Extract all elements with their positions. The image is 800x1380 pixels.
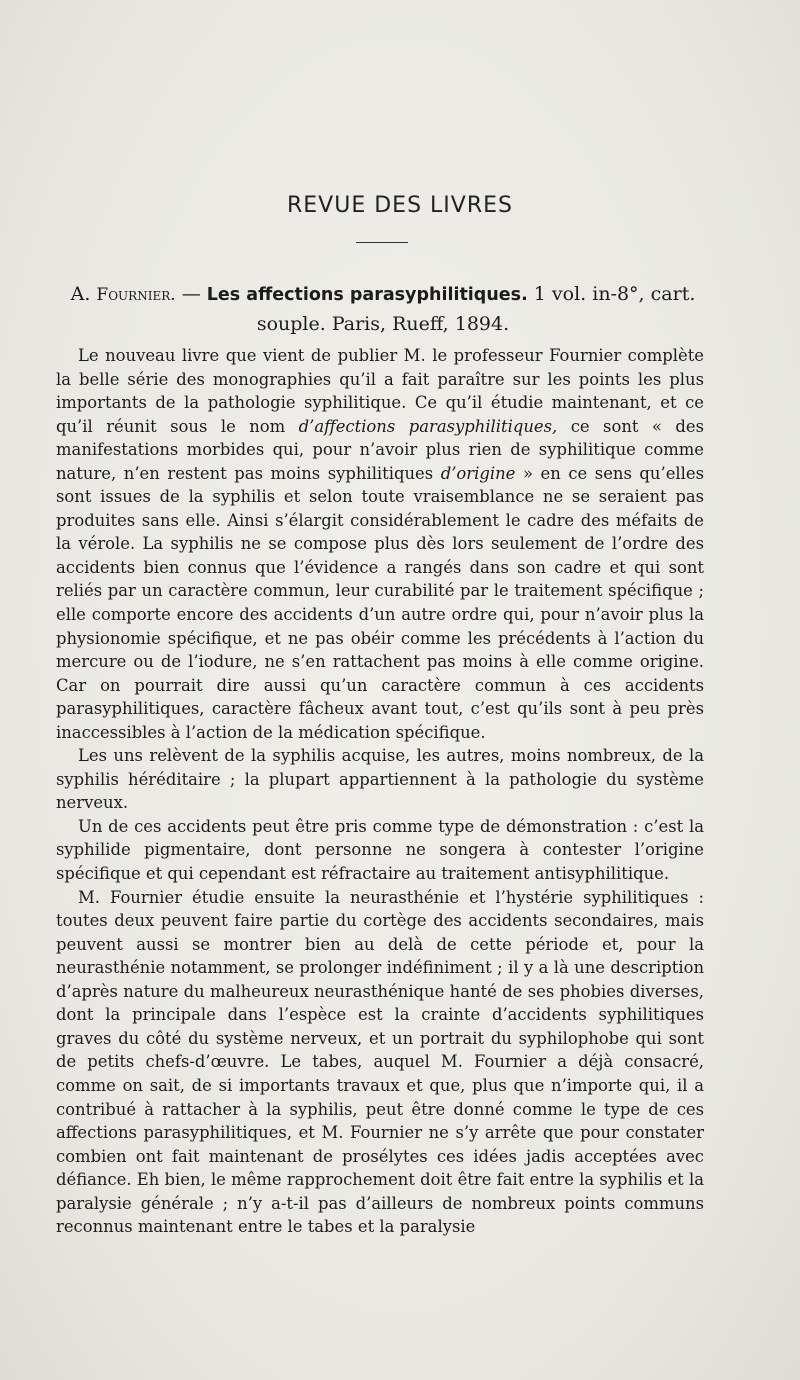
- paragraph-3: Un de ces accidents peut être pris comme type de démonstration : c’est la syphilide pigmentaire, dont personne ne songera à contester l’origine spécifique et qui cependant est réfractaire au traitement antisyphilitique.: [56, 816, 704, 884]
- author-initial: A.: [70, 283, 91, 305]
- book-title: Les affections parasyphilitiques.: [206, 285, 528, 305]
- paragraph-4: M. Fournier étudie ensuite la neurasthénie et l’hystérie syphilitiques : toutes deux peuvent faire partie du cortège des accidents secondaires, mais peuvent aussi se montrer bien au delà de cette période et, pour la neurasthénie notamment, se prolonger indéfiniment ; il y a là une description d’après nature du malheureux neurasthénique hanté de ses phobies diverses, dont la principale dans l’espèce est la crainte d’accidents syphilitiques graves du côté du système nerveux, et un portrait du syphilophobe qui sont de petits chefs-d’œuvre. Le tabes, auquel M. Fournier a déjà consacré, comme on sait, de si importants travaux et que, plus que n’importe qui, il a contribué à rattacher à la syphilis, peut être donné comme le type de ces affections parasyphilitiques, et M. Fournier ne s’y arrête que pour constater combien ont fait maintenant de prosélytes ces idées jadis acceptées avec défiance. Eh bien, le même rapprochement doit être fait entre la syphilis et la paralysie générale ; n’y a-t-il pas d’ailleurs de nombreux points communs reconnus maintenant entre le tabes et la paralysie: [56, 887, 704, 1237]
- book-details: 1 vol. in-8°, cart.: [533, 283, 696, 305]
- author-name: Fournier.: [96, 285, 176, 305]
- review-body: [56, 344, 704, 1239]
- paragraph-2: Les uns relèvent de la syphilis acquise, les autres, moins nombreux, de la syphilis héréditaire ; la plupart appartiennent à la pathologie du système nerveux.: [56, 746, 704, 813]
- citation-separator: —: [181, 283, 201, 305]
- section-heading: REVUE DES LIVRES: [287, 193, 513, 218]
- book-citation: [58, 280, 708, 339]
- heading-rule: [356, 242, 408, 243]
- book-publisher: souple. Paris, Rueff, 1894.: [256, 313, 510, 335]
- paragraph-1-part-3: » en ce sens qu’elles sont issues de la syphilis et selon toute vraisemblance ne se seraient pas produites sans elle. Ainsi s’élargit considérablement le cadre des méfaits de la vérole. La syphilis ne se compose plus dès lors seulement de l’ordre des accidents bien connus que l’évidence a rangés dans son cadre et qui sont reliés par un caractère commun, leur curabilité par le traitement spécifique ; elle comporte encore des accidents d’un autre ordre qui, pour n’avoir plus la physionomie spécifique, et ne pas obéir comme les précédents à l’action du mercure ou de l’iodure, ne s’en rattachent pas moins à elle comme origine. Car on pourrait dire aussi qu’un caractère commun à ces accidents parasyphilitiques, caractère fâcheux avant tout, c’est qu’ils sont à peu près inaccessibles à l’action de la médication spécifique.: [56, 463, 704, 742]
- italic-term-affections: d’affections parasyphilitiques,: [298, 416, 558, 436]
- italic-term-origine: d’origine: [440, 463, 516, 483]
- paragraph-1: [56, 344, 704, 744]
- paragraph-1-part-1: Le nouveau livre que vient de publier M. le professeur Fournier complète la belle série des monographies qu’il a fait paraître sur les points les plus importants de la pathologie syphilitique. Ce qu’il étudie maintenant, et ce qu’il réunit sous le nom: [56, 346, 704, 436]
- paragraph-1-part-2: ce sont « des manifestations morbides qui, pour n’avoir plus rien de syphilitique comme nature, n’en restent pas moins syphilitiques: [56, 416, 704, 483]
